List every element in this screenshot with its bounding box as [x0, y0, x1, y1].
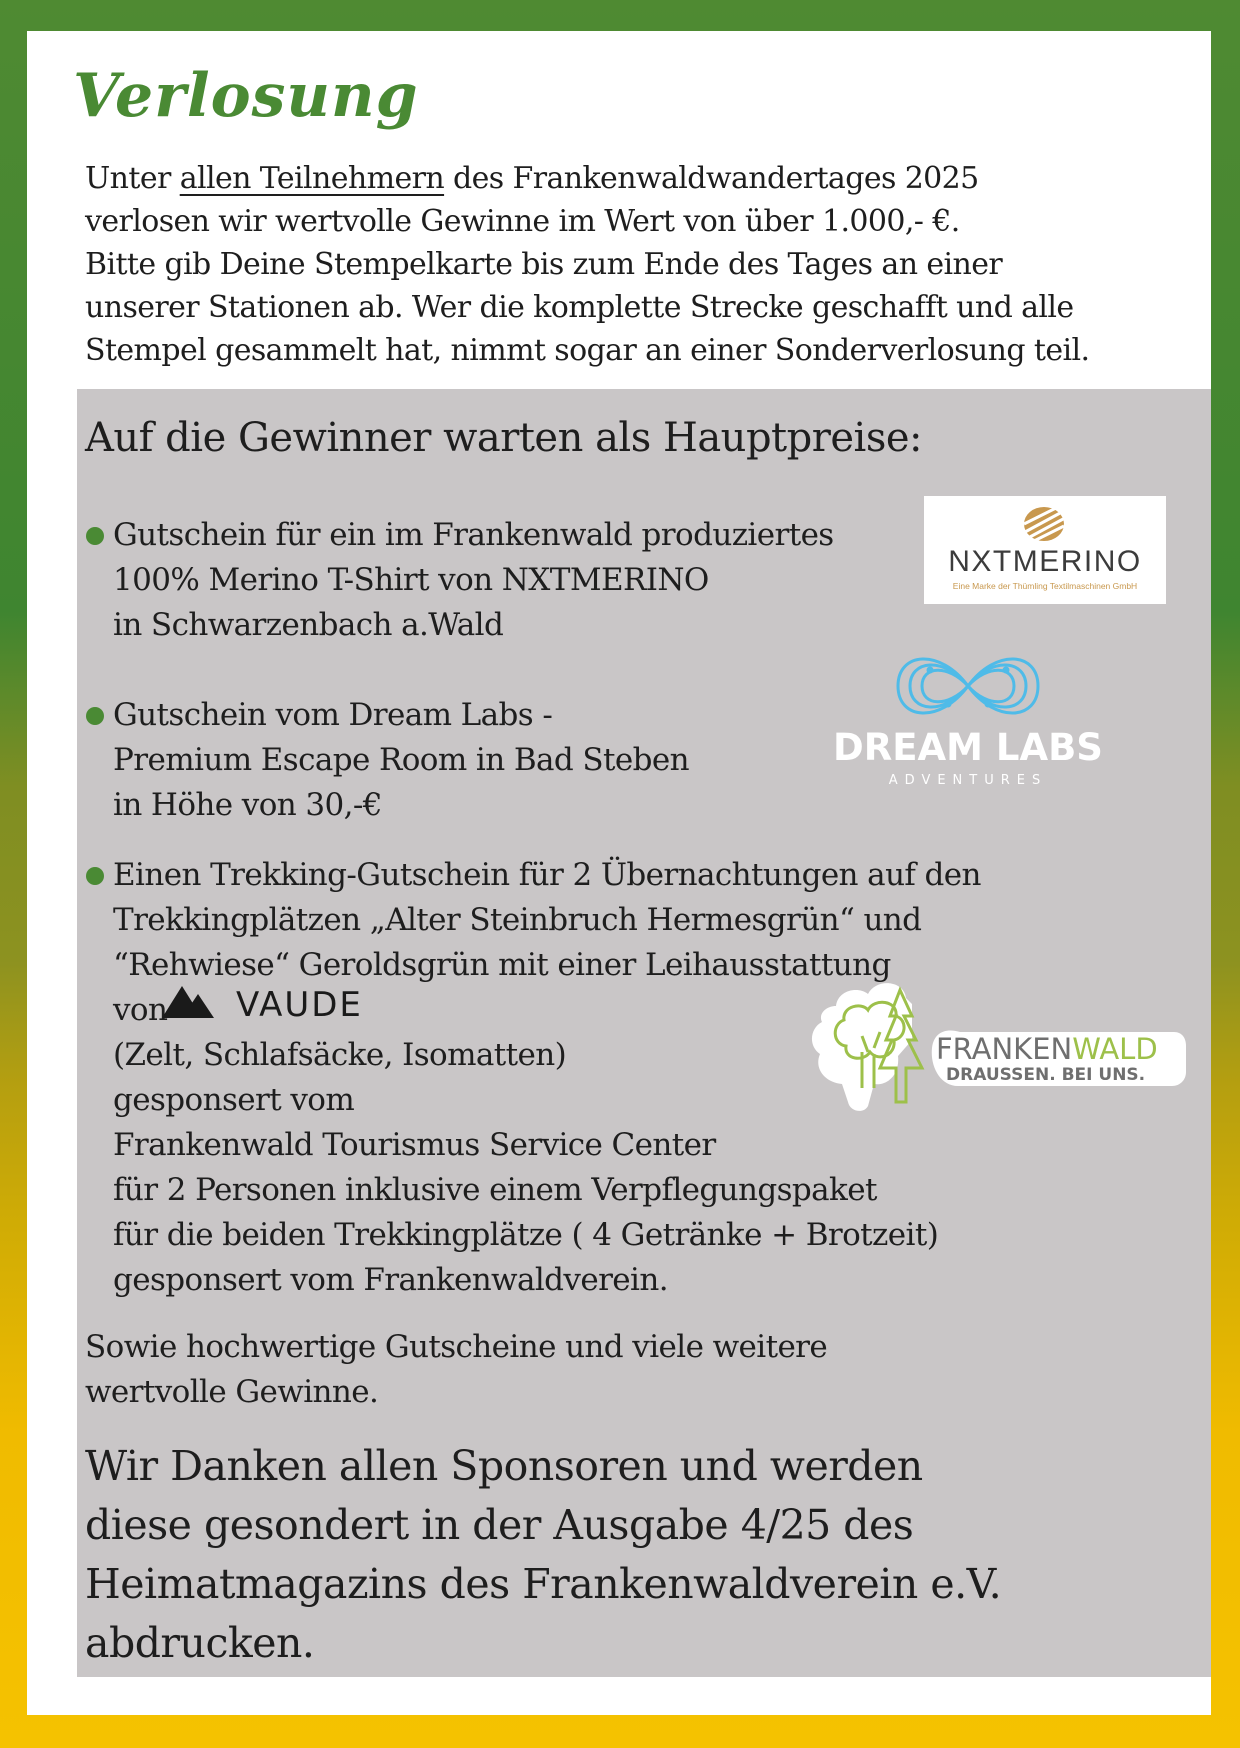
- nxtmerino-name: NXTMERINO: [948, 545, 1142, 578]
- infinity-icon: [820, 648, 1120, 798]
- bullet-icon: [86, 867, 104, 885]
- thanks-text: Wir Danken allen Sponsoren und werden diese gesondert in der Ausgabe 4/25 des Heimatmagazins des Frankenwaldverein e.V. abdrucken.: [85, 1442, 1002, 1667]
- dreamlabs-logo: [820, 648, 1120, 798]
- prize-3: Einen Trekking-Gutschein für 2 Übernachtungen auf den Trekkingplätzen „Alter Steinbruch Hermesgrün“ und “Rehwiese“ Geroldsgrün mit einer Leihausstattung von (Zelt, Schlafsäcke, Isomatten) gesponsert vom Frankenwald Tourismus Service Center für 2 Personen inklusive einem Verpflegungspaket für die beiden Trekkingplätze ( 4 Getränke + Brotzeit) gesponsert vom Frankenwaldverein.: [113, 857, 981, 1298]
- prize-2: Gutschein vom Dream Labs - Premium Escape Room in Bad Steben in Höhe von 30,-€: [113, 697, 689, 823]
- tree-icon: [808, 976, 1186, 1120]
- bullet-icon: [86, 527, 104, 545]
- vaude-name: VAUDE: [236, 985, 363, 1020]
- intro-line-2: verlosen wir wertvolle Gewinne im Wert von über 1.000,- €.: [85, 204, 960, 239]
- frankenwald-logo: [808, 976, 1186, 1120]
- dreamlabs-tagline: ADVENTURES: [888, 773, 1048, 788]
- frankenwald-tagline: DRAUSSEN. BEI UNS.: [946, 1065, 1146, 1085]
- intro-text: [85, 157, 1225, 372]
- intro-line-4: unserer Stationen ab. Wer die komplette Strecke geschafft und alle: [85, 290, 1074, 325]
- nxtmerino-logo: [924, 496, 1166, 604]
- intro-underlined: allen Teilnehmern: [179, 161, 445, 196]
- prize-1: Gutschein für ein im Frankenwald produziertes 100% Merino T-Shirt von NXTMERINO in Schwarzenbach a.Wald: [113, 517, 834, 643]
- dreamlabs-name: DREAM LABS: [833, 726, 1103, 769]
- page-sheet: [27, 31, 1211, 1715]
- frankenwald-name: FRANKENWALD: [936, 1032, 1158, 1066]
- intro-line-1: Unter allen Teilnehmern des Frankenwaldwandertages 2025: [85, 161, 979, 196]
- page-title: Verlosung: [73, 61, 419, 131]
- closing-text: Sowie hochwertige Gutscheine und viele weitere wertvolle Gewinne.: [85, 1329, 828, 1410]
- vaude-logo: [156, 980, 396, 1020]
- vaude-mountain-icon: [156, 980, 396, 1020]
- nxtmerino-tagline: Eine Marke der Thümling Textilmaschinen GmbH: [952, 581, 1138, 591]
- intro-line-3: Bitte gib Deine Stempelkarte bis zum Ende des Tages an einer: [85, 247, 1003, 282]
- prizes-heading: Auf die Gewinner warten als Hauptpreise:: [85, 415, 922, 461]
- intro-line-5: Stempel gesammelt hat, nimmt sogar an einer Sonderverlosung teil.: [85, 333, 1090, 368]
- bullet-icon: [86, 707, 104, 725]
- nxtmerino-mark-icon: [924, 496, 1166, 604]
